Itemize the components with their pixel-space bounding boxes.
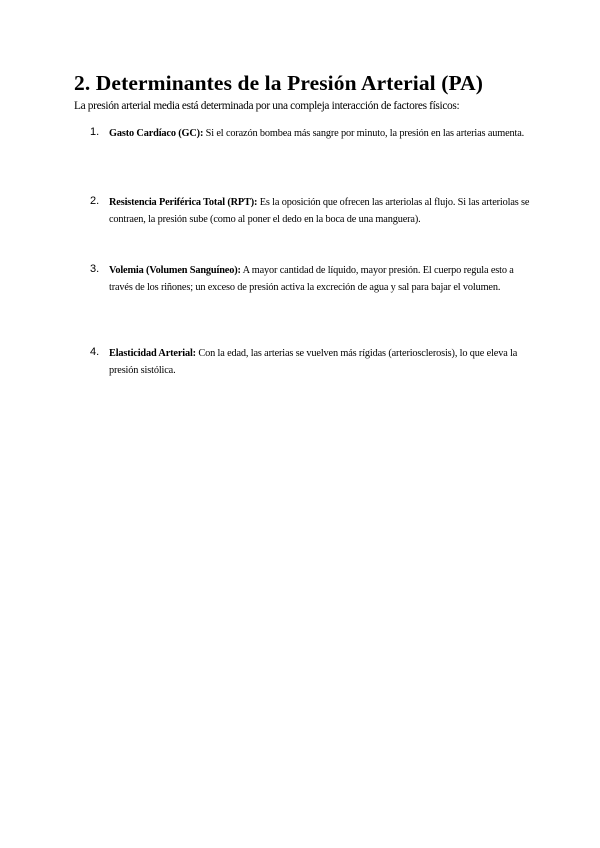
section-title: 2. Determinantes de la Presión Arterial (PA) bbox=[74, 71, 484, 95]
list-number: 1. bbox=[90, 126, 100, 138]
list-item-term: Volemia (Volumen Sanguíneo): bbox=[109, 265, 241, 276]
list-item-description: Si el corazón bombea más sangre por minuto, la presión en las arterias aumenta. bbox=[205, 128, 525, 139]
list-item-text bbox=[109, 126, 539, 143]
list-item-text bbox=[109, 346, 539, 379]
list-item-term: Gasto Cardíaco (GC): bbox=[109, 128, 204, 139]
list-number: 3. bbox=[90, 263, 100, 275]
intro-paragraph: La presión arterial media está determinada por una compleja interacción de factores físicos: bbox=[74, 100, 460, 112]
list-item-text bbox=[109, 263, 539, 296]
list-item-term: Elasticidad Arterial: bbox=[109, 348, 196, 359]
list-item-description: Es la oposición que ofrecen las arteriolas al flujo. Si las arteriolas se contraen, la presión sube (como al poner el dedo en la boca de una manguera). bbox=[109, 197, 530, 225]
list-item-description: Con la edad, las arterias se vuelven más rígidas (arteriosclerosis), lo que eleva la presión sistólica. bbox=[109, 348, 518, 376]
list-number: 4. bbox=[90, 346, 100, 358]
list-item-description: A mayor cantidad de líquido, mayor presión. El cuerpo regula esto a través de los riñones; un exceso de presión activa la excreción de agua y sal para bajar el volumen. bbox=[109, 265, 514, 293]
list-number: 2. bbox=[90, 195, 100, 207]
list-item-text bbox=[109, 195, 539, 228]
list-item-term: Resistencia Periférica Total (RPT): bbox=[109, 197, 258, 208]
